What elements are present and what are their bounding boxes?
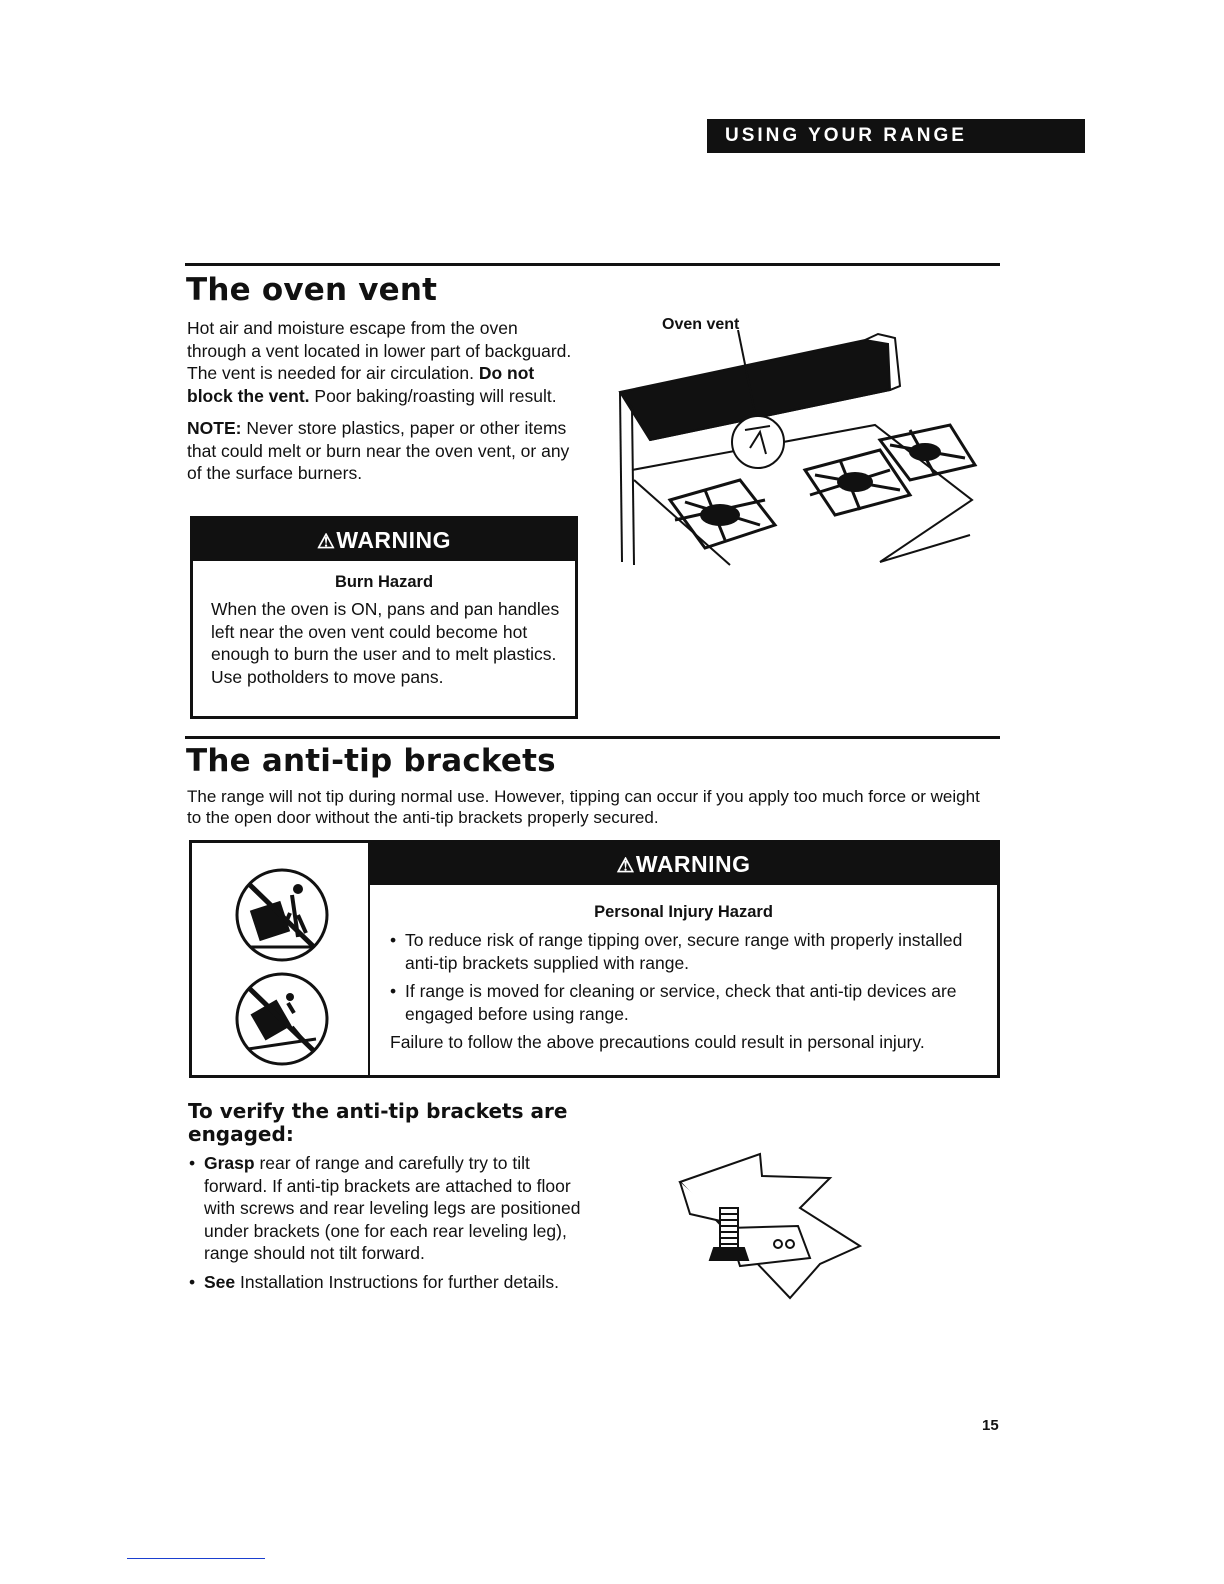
- anti-tip-title: The anti-tip brackets: [186, 743, 556, 779]
- oven-vent-note: [187, 417, 572, 485]
- burn-hazard-warning: [190, 516, 578, 719]
- note-text: Never store plastics, paper or other items that could melt or burn near the oven vent, or any of the surface burners.: [187, 418, 570, 483]
- verify-item-text: rear of range and carefully try to tilt forward. If anti-tip brackets are attached to floor with screws and rear leveling legs are positioned under brackets (one for each rear leveling leg), range should not tilt forward.: [204, 1153, 581, 1263]
- hazard-title: Personal Injury Hazard: [594, 903, 773, 921]
- warning-text: When the oven is ON, pans and pan handles left near the oven vent could become hot enough to burn the user and to melt plastics. Use potholders to move pans.: [211, 599, 560, 687]
- warning-header: [193, 519, 575, 561]
- warning-header: [370, 843, 997, 885]
- warning-body: [390, 929, 989, 1054]
- no-tipping-range-icon: [232, 969, 332, 1069]
- verify-item-text: Installation Instructions for further details.: [235, 1271, 560, 1292]
- anti-tip-warning: [189, 840, 1000, 1078]
- section-banner: USING YOUR RANGE: [707, 119, 1085, 153]
- warning-triangle-icon: ⚠: [616, 855, 635, 877]
- oven-vent-paragraph: [187, 317, 572, 407]
- section-rule: [185, 263, 1000, 266]
- hazard-title: Burn Hazard: [334, 573, 434, 591]
- verify-item-bold: Grasp: [204, 1153, 255, 1173]
- oven-vent-figure-label: Oven vent: [662, 316, 740, 333]
- anti-tip-bracket-illustration: [670, 1148, 870, 1318]
- no-tipping-person-icon: [232, 865, 332, 965]
- verify-list: [189, 1152, 589, 1299]
- warning-heading: WARNING: [635, 851, 751, 877]
- verify-title: To verify the anti-tip brackets are engaged:: [188, 1099, 568, 1146]
- oven-vent-bold: Do not block the vent.: [187, 363, 535, 406]
- range-cooktop-illustration: [610, 330, 980, 575]
- scan-edge-mark: [127, 1558, 265, 1559]
- verify-item: [189, 1271, 589, 1294]
- warning-bullet: • If range is moved for cleaning or service, check that anti-tip devices are engaged before using range.: [390, 980, 989, 1025]
- verify-item: [189, 1152, 589, 1265]
- oven-vent-text: [187, 317, 572, 495]
- anti-tip-intro: The range will not tip during normal use. However, tipping can occur if you apply too much force or weight to the open door without the anti-tip brackets properly secured.: [187, 787, 980, 827]
- note-label: NOTE:: [187, 418, 242, 438]
- oven-vent-end: Poor baking/roasting will result.: [309, 385, 557, 406]
- warning-bullet: • To reduce risk of range tipping over, secure range with properly installed anti-tip brackets supplied with range.: [390, 929, 989, 974]
- verify-item-bold: See: [204, 1271, 236, 1292]
- warning-triangle-icon: ⚠: [316, 531, 336, 553]
- warning-heading: WARNING: [336, 527, 452, 553]
- page-number: 15: [982, 1417, 999, 1434]
- warning-footer: Failure to follow the above precautions could result in personal injury.: [390, 1032, 925, 1052]
- section-rule: [185, 736, 1000, 739]
- oven-vent-title: The oven vent: [186, 272, 438, 308]
- oven-vent-intro: Hot air and moisture escape from the oven through a vent located in lower part of backguard. The vent is needed for air circulation.: [187, 318, 572, 383]
